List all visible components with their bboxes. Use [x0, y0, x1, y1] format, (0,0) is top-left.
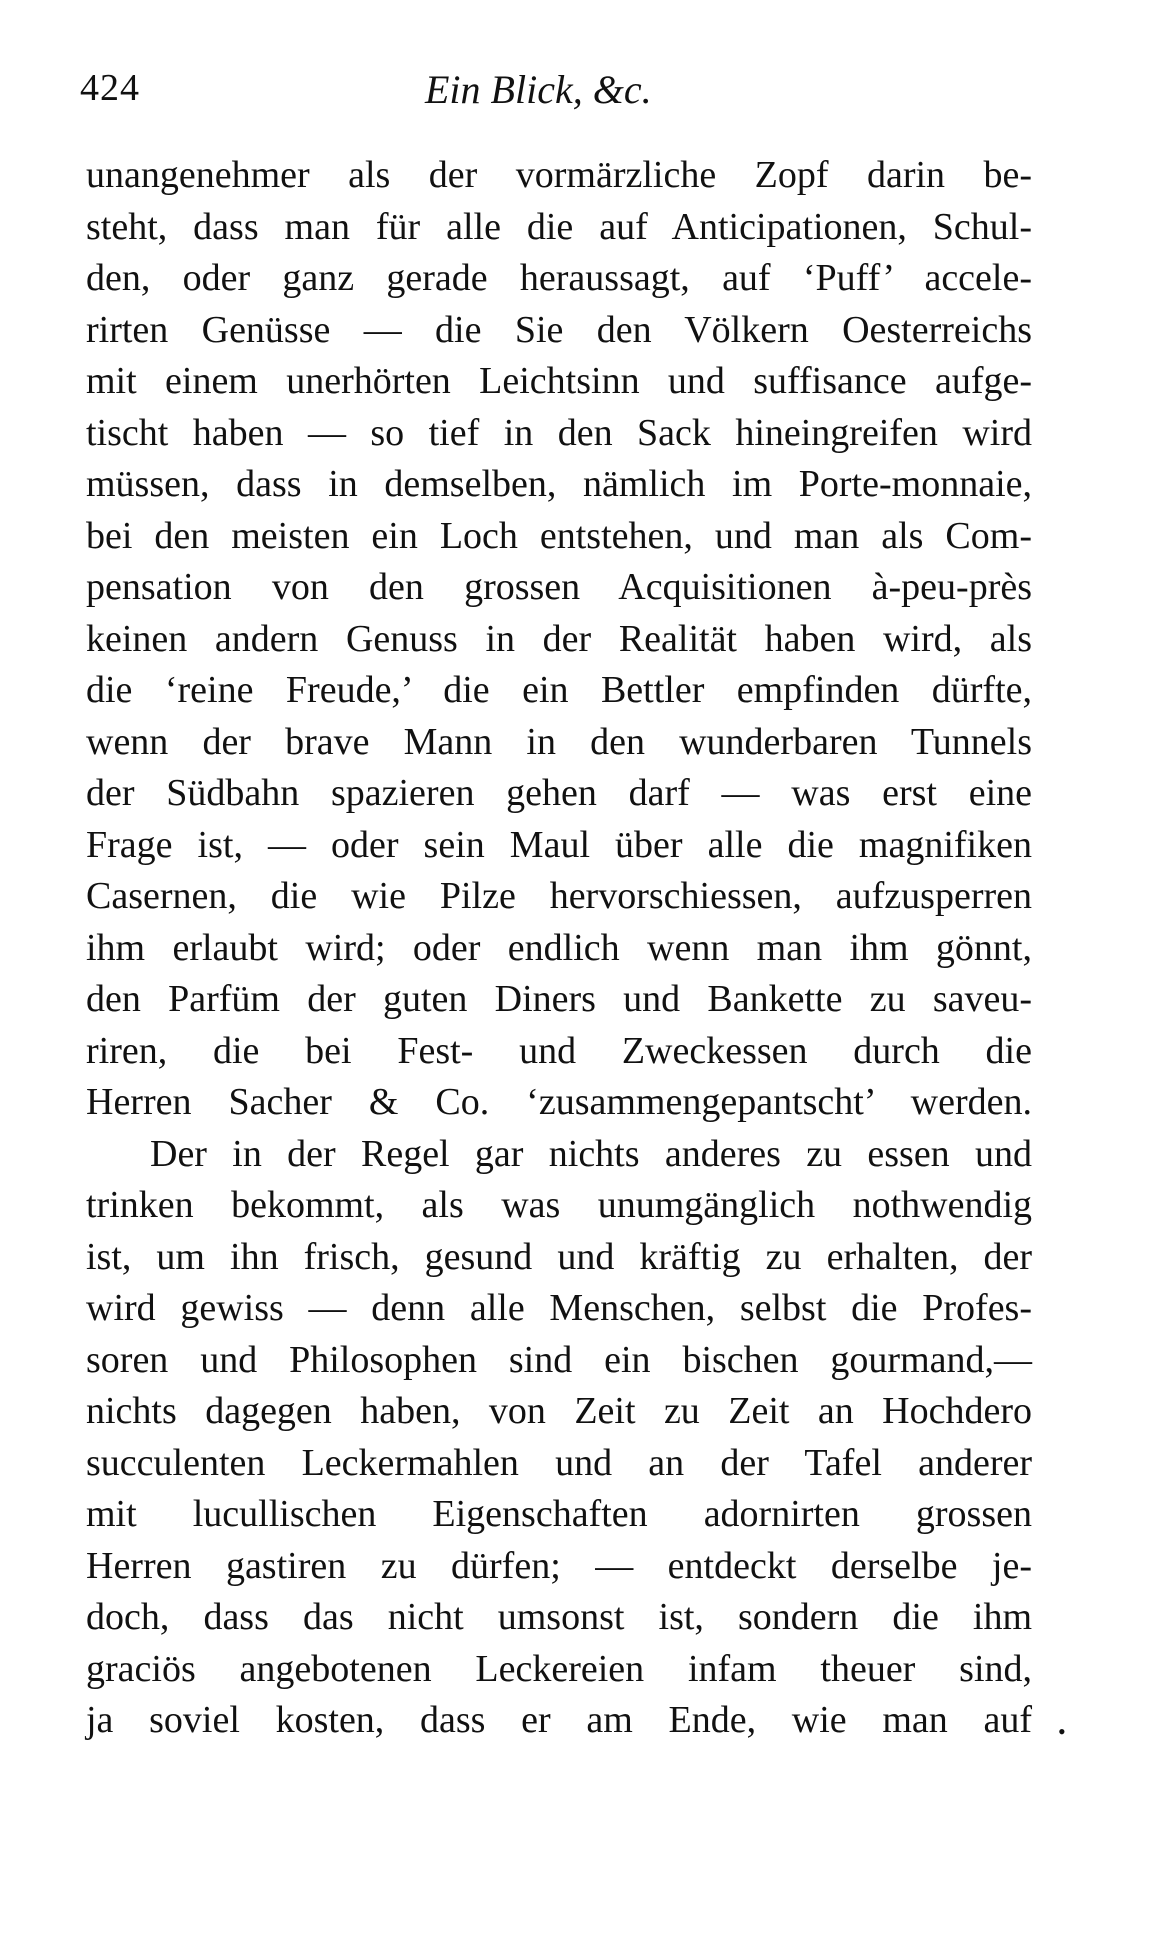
- text-line: succulenten Leckermahlen und an der Tafel anderer: [86, 1441, 1032, 1484]
- text-line: der Südbahn spazieren gehen darf — was erst eine: [86, 772, 1032, 814]
- margin-mark: •: [1058, 1719, 1066, 1744]
- body-text: [86, 150, 1032, 1747]
- text-line: trinken bekommt, als was unumgänglich nothwendig: [86, 1184, 1032, 1226]
- text-line: pensation von den grossen Acquisitionen à-peu-près: [86, 566, 1032, 608]
- text-line: riren, die bei Fest- und Zweckessen durch die: [86, 1029, 1032, 1072]
- page-header: [80, 66, 1030, 126]
- text-line: Casernen, die wie Pilze hervorschiessen, aufzusperren: [86, 875, 1032, 917]
- text-line: müssen, dass in demselben, nämlich im Porte-monnaie,: [86, 463, 1032, 505]
- paragraph-end-line: Herren Sacher & Co. ‘zusammengepantscht’ werden.: [86, 1081, 1032, 1123]
- text-line: wenn der brave Mann in den wunderbaren Tunnels: [86, 720, 1032, 763]
- text-line: unangenehmer als der vormärzliche Zopf darin be-: [86, 154, 1032, 196]
- text-line: Frage ist, — oder sein Maul über alle die magnifiken: [86, 823, 1032, 866]
- text-line: ihm erlaubt wird; oder endlich wenn man ihm gönnt,: [86, 926, 1032, 969]
- text-line: mit einem unerhörten Leichtsinn und suffisance aufge-: [86, 360, 1032, 402]
- text-line: keinen andern Genuss in der Realität haben wird, als: [86, 617, 1032, 660]
- text-line: den, oder ganz gerade heraussagt, auf ‘Puff’ accele-: [86, 257, 1032, 299]
- text-line: ja soviel kosten, dass er am Ende, wie man auf: [86, 1699, 1032, 1741]
- text-line: soren und Philosophen sind ein bischen gourmand,—: [86, 1338, 1032, 1381]
- text-line: Herren gastiren zu dürfen; — entdeckt derselbe je-: [86, 1544, 1032, 1587]
- text-line: nichts dagegen haben, von Zeit zu Zeit an Hochdero: [86, 1390, 1032, 1432]
- running-head: Ein Blick, &c.: [425, 67, 652, 112]
- page-number: 424: [80, 67, 140, 109]
- text-line: graciös angebotenen Leckereien infam theuer sind,: [86, 1647, 1032, 1690]
- text-line: die ‘reine Freude,’ die ein Bettler empfinden dürfte,: [86, 669, 1032, 711]
- text-line: steht, dass man für alle die auf Anticipationen, Schul-: [86, 205, 1032, 248]
- text-line: tischt haben — so tief in den Sack hineingreifen wird: [86, 411, 1032, 454]
- text-line: rirten Genüsse — die Sie den Völkern Oesterreichs: [86, 308, 1032, 351]
- paragraph-start-line: Der in der Regel gar nichts anderes zu essen und: [150, 1132, 1032, 1175]
- text-line: wird gewiss — denn alle Menschen, selbst die Profes-: [86, 1287, 1032, 1329]
- text-line: ist, um ihn frisch, gesund und kräftig zu erhalten, der: [86, 1235, 1032, 1278]
- text-line: bei den meisten ein Loch entstehen, und man als Com-: [86, 514, 1032, 557]
- text-line: doch, dass das nicht umsonst ist, sondern die ihm: [86, 1596, 1032, 1638]
- text-line: mit lucullischen Eigenschaften adornirten grossen: [86, 1493, 1032, 1535]
- text-line: den Parfüm der guten Diners und Bankette zu saveu-: [86, 978, 1032, 1020]
